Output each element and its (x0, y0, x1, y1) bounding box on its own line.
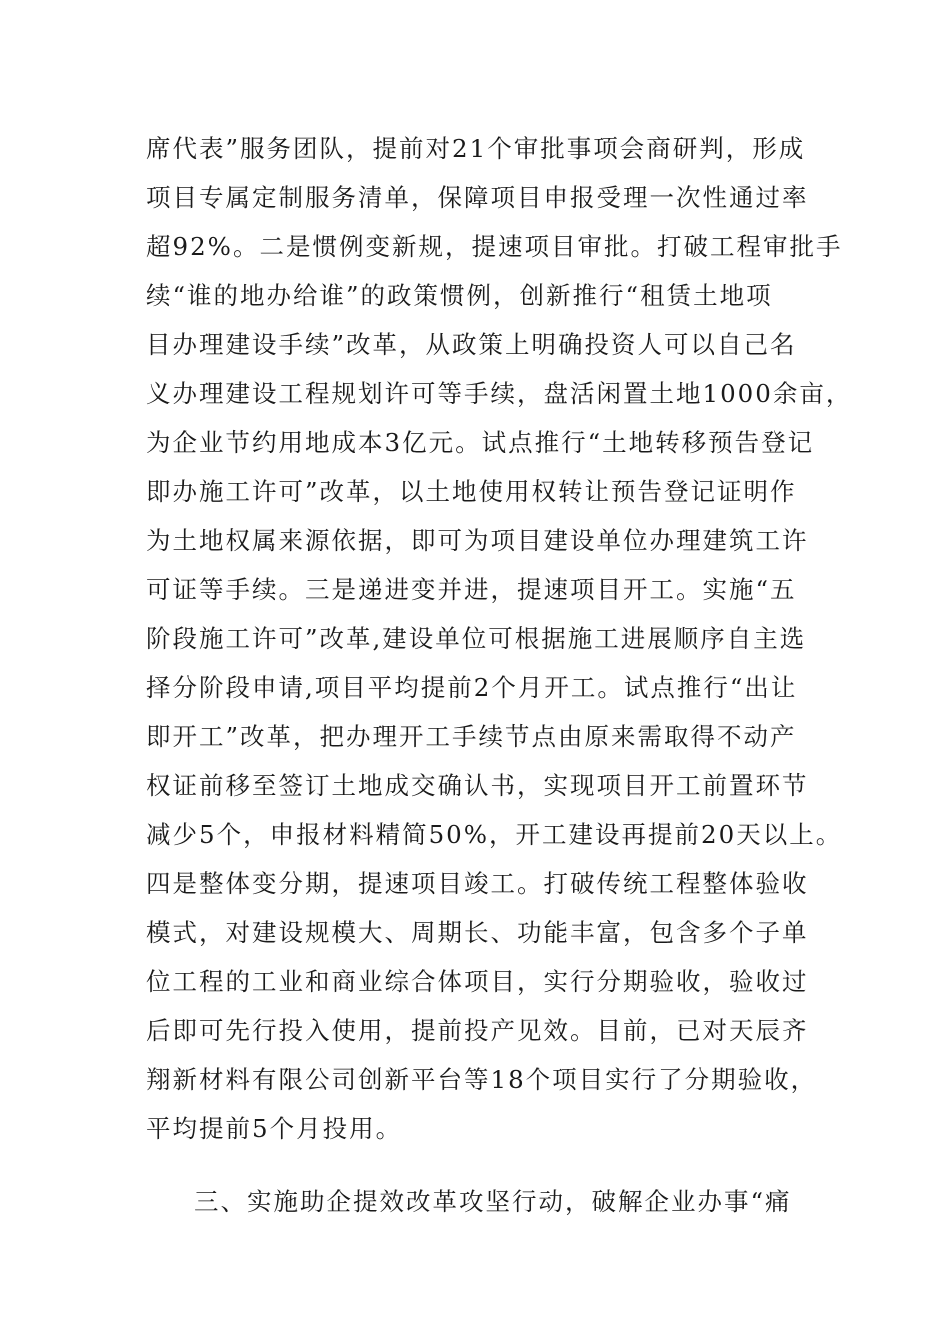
text-line: 权证前移至签订土地成交确认书，实现项目开工前置环节 (146, 771, 809, 800)
text-line: 位工程的工业和商业综合体项目，实行分期验收，验收过 (146, 967, 809, 996)
text-line: 续“谁的地办给谁”的政策惯例，创新推行“租赁土地项 (146, 281, 773, 310)
text-line: 超92%。二是惯例变新规，提速项目审批。打破工程审批手 (146, 232, 843, 261)
text-line: 平均提前5个月投用。 (146, 1114, 403, 1143)
text-line: 阶段施工许可”改革,建设单位可根据施工进展顺序自主选 (146, 624, 807, 653)
text-line: 择分阶段申请,项目平均提前2个月开工。试点推行“出让 (146, 673, 798, 702)
text-line: 模式，对建设规模大、周期长、功能丰富，包含多个子单 (146, 918, 809, 947)
text-line: 后即可先行投入使用，提前投产见效。目前，已对天辰齐 (146, 1016, 809, 1045)
text-line: 为企业节约用地成本3亿元。试点推行“土地转移预告登记 (146, 428, 815, 457)
text-line: 项目专属定制服务清单，保障项目申报受理一次性通过率 (146, 183, 809, 212)
text-line: 席代表”服务团队，提前对21个审批事项会商研判，形成 (146, 134, 806, 163)
text-line: 即办施工许可”改革，以土地使用权转让预告登记证明作 (146, 477, 797, 506)
text-line: 可证等手续。三是递进变并进，提速项目开工。实施“五 (146, 575, 797, 604)
text-line: 翔新材料有限公司创新平台等18个项目实行了分期验收， (146, 1065, 818, 1094)
text-line: 减少5个，申报材料精简50%，开工建设再提前20天以上。 (146, 820, 843, 849)
text-line: 义办理建设工程规划许可等手续，盘活闲置土地1000余亩， (146, 379, 853, 408)
text-line: 为土地权属来源依据，即可为项目建设单位办理建筑工许 (146, 526, 809, 555)
text-line: 即开工”改革，把办理开工手续节点由原来需取得不动产 (146, 722, 797, 751)
text-line: 目办理建设手续”改革，从政策上明确投资人可以自己名 (146, 330, 797, 359)
text-line: 四是整体变分期，提速项目竣工。打破传统工程整体验收 (146, 869, 809, 898)
section-heading-line: 三、实施助企提效改革攻坚行动，破解企业办事“痛 (194, 1187, 792, 1216)
